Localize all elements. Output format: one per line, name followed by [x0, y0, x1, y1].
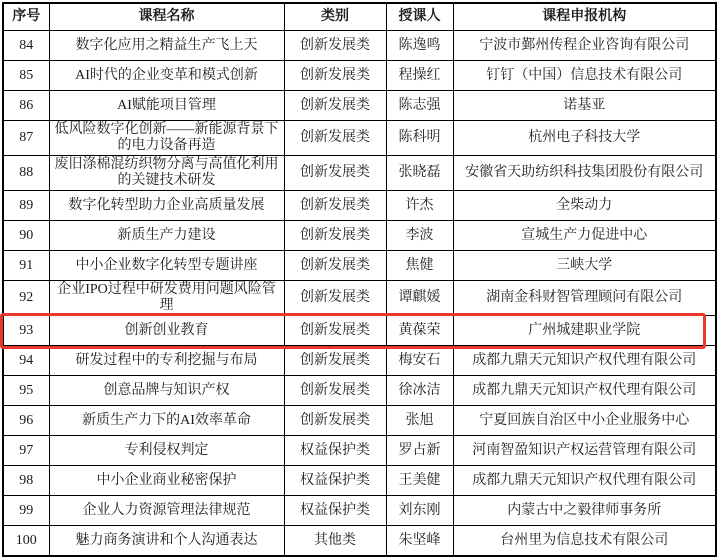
serial-number-cell: 90 — [3, 221, 49, 251]
course-name-cell: 低风险数字化创新——新能源背景下的电力设备再造 — [49, 121, 284, 156]
course-name-cell: 新质生产力建设 — [49, 221, 284, 251]
category-cell: 创新发展类 — [284, 31, 386, 61]
table-row — [3, 61, 716, 91]
instructor-cell: 许杰 — [386, 191, 453, 221]
table-row — [3, 466, 716, 496]
course-list-page — [0, 2, 720, 560]
organization-cell: 湖南金科财智管理顾问有限公司 — [453, 281, 716, 316]
serial-number-cell: 100 — [3, 526, 49, 557]
category-cell: 创新发展类 — [284, 156, 386, 191]
header-serial-number: 序号 — [3, 3, 49, 31]
instructor-cell: 陈志强 — [386, 91, 453, 121]
instructor-cell: 朱坚峰 — [386, 526, 453, 557]
instructor-cell: 梅安石 — [386, 346, 453, 376]
serial-number-cell: 95 — [3, 376, 49, 406]
table-row — [3, 191, 716, 221]
serial-number-cell: 97 — [3, 436, 49, 466]
organization-cell: 钉钉（中国）信息技术有限公司 — [453, 61, 716, 91]
table-row — [3, 121, 716, 156]
table-row — [3, 496, 716, 526]
category-cell: 创新发展类 — [284, 61, 386, 91]
organization-cell: 河南智盈知识产权运营管理有限公司 — [453, 436, 716, 466]
serial-number-cell: 96 — [3, 406, 49, 436]
course-name-cell: 专利侵权判定 — [49, 436, 284, 466]
serial-number-cell: 99 — [3, 496, 49, 526]
instructor-cell: 徐冰洁 — [386, 376, 453, 406]
table-row — [3, 221, 716, 251]
instructor-cell: 程操红 — [386, 61, 453, 91]
category-cell: 创新发展类 — [284, 251, 386, 281]
instructor-cell: 张旭 — [386, 406, 453, 436]
course-name-cell: 企业人力资源管理法律规范 — [49, 496, 284, 526]
instructor-cell: 陈科明 — [386, 121, 453, 156]
organization-cell: 宁夏回族自治区中小企业服务中心 — [453, 406, 716, 436]
organization-cell: 三峡大学 — [453, 251, 716, 281]
instructor-cell: 焦健 — [386, 251, 453, 281]
instructor-cell: 谭麒媛 — [386, 281, 453, 316]
table-row — [3, 316, 716, 346]
instructor-cell: 张晓磊 — [386, 156, 453, 191]
organization-cell: 台州里为信息技术有限公司 — [453, 526, 716, 557]
table-row — [3, 376, 716, 406]
instructor-cell: 李波 — [386, 221, 453, 251]
course-name-cell: AI赋能项目管理 — [49, 91, 284, 121]
course-name-cell: 魅力商务演讲和个人沟通表达 — [49, 526, 284, 557]
serial-number-cell: 87 — [3, 121, 49, 156]
organization-cell: 成都九鼎天元知识产权代理有限公司 — [453, 466, 716, 496]
serial-number-cell: 98 — [3, 466, 49, 496]
course-name-cell: 中小企业数字化转型专题讲座 — [49, 251, 284, 281]
course-name-cell: 新质生产力下的AI效率革命 — [49, 406, 284, 436]
organization-cell: 杭州电子科技大学 — [453, 121, 716, 156]
table-row — [3, 526, 716, 557]
organization-cell: 广州城建职业学院 — [453, 316, 716, 346]
serial-number-cell: 92 — [3, 281, 49, 316]
header-course-name: 课程名称 — [49, 3, 284, 31]
serial-number-cell: 88 — [3, 156, 49, 191]
table-row — [3, 251, 716, 281]
course-table — [2, 2, 717, 557]
serial-number-cell: 85 — [3, 61, 49, 91]
table-row — [3, 281, 716, 316]
course-name-cell: AI时代的企业变革和模式创新 — [49, 61, 284, 91]
header-instructor: 授课人 — [386, 3, 453, 31]
serial-number-cell: 93 — [3, 316, 49, 346]
category-cell: 创新发展类 — [284, 191, 386, 221]
category-cell: 权益保护类 — [284, 496, 386, 526]
course-name-cell: 数字化转型助力企业高质量发展 — [49, 191, 284, 221]
category-cell: 权益保护类 — [284, 466, 386, 496]
table-row — [3, 406, 716, 436]
category-cell: 创新发展类 — [284, 91, 386, 121]
serial-number-cell: 89 — [3, 191, 49, 221]
table-header-row — [3, 3, 716, 31]
instructor-cell: 陈逸鸣 — [386, 31, 453, 61]
course-name-cell: 数字化应用之精益生产飞上天 — [49, 31, 284, 61]
table-body — [3, 31, 716, 557]
table-row — [3, 31, 716, 61]
course-name-cell: 研发过程中的专利挖掘与布局 — [49, 346, 284, 376]
category-cell: 权益保护类 — [284, 436, 386, 466]
organization-cell: 宣城生产力促进中心 — [453, 221, 716, 251]
table-row — [3, 436, 716, 466]
table-row — [3, 156, 716, 191]
header-category: 类别 — [284, 3, 386, 31]
category-cell: 创新发展类 — [284, 221, 386, 251]
organization-cell: 内蒙古中之毅律师事务所 — [453, 496, 716, 526]
category-cell: 创新发展类 — [284, 281, 386, 316]
instructor-cell: 罗占新 — [386, 436, 453, 466]
category-cell: 创新发展类 — [284, 346, 386, 376]
instructor-cell: 王美健 — [386, 466, 453, 496]
instructor-cell: 黄葆荣 — [386, 316, 453, 346]
category-cell: 创新发展类 — [284, 121, 386, 156]
course-name-cell: 中小企业商业秘密保护 — [49, 466, 284, 496]
organization-cell: 全柴动力 — [453, 191, 716, 221]
organization-cell: 宁波市鄞州传程企业咨询有限公司 — [453, 31, 716, 61]
serial-number-cell: 86 — [3, 91, 49, 121]
instructor-cell: 刘东刚 — [386, 496, 453, 526]
serial-number-cell: 84 — [3, 31, 49, 61]
serial-number-cell: 91 — [3, 251, 49, 281]
header-organization: 课程申报机构 — [453, 3, 716, 31]
organization-cell: 诺基亚 — [453, 91, 716, 121]
category-cell: 创新发展类 — [284, 406, 386, 436]
organization-cell: 成都九鼎天元知识产权代理有限公司 — [453, 346, 716, 376]
table-row — [3, 91, 716, 121]
course-name-cell: 创新创业教育 — [49, 316, 284, 346]
course-name-cell: 企业IPO过程中研发费用问题风险管理 — [49, 281, 284, 316]
category-cell: 创新发展类 — [284, 376, 386, 406]
organization-cell: 安徽省天助纺织科技集团股份有限公司 — [453, 156, 716, 191]
category-cell: 其他类 — [284, 526, 386, 557]
serial-number-cell: 94 — [3, 346, 49, 376]
course-name-cell: 创意品牌与知识产权 — [49, 376, 284, 406]
category-cell: 创新发展类 — [284, 316, 386, 346]
table-row — [3, 346, 716, 376]
organization-cell: 成都九鼎天元知识产权代理有限公司 — [453, 376, 716, 406]
course-name-cell: 废旧涤棉混纺织物分离与高值化利用的关键技术研发 — [49, 156, 284, 191]
